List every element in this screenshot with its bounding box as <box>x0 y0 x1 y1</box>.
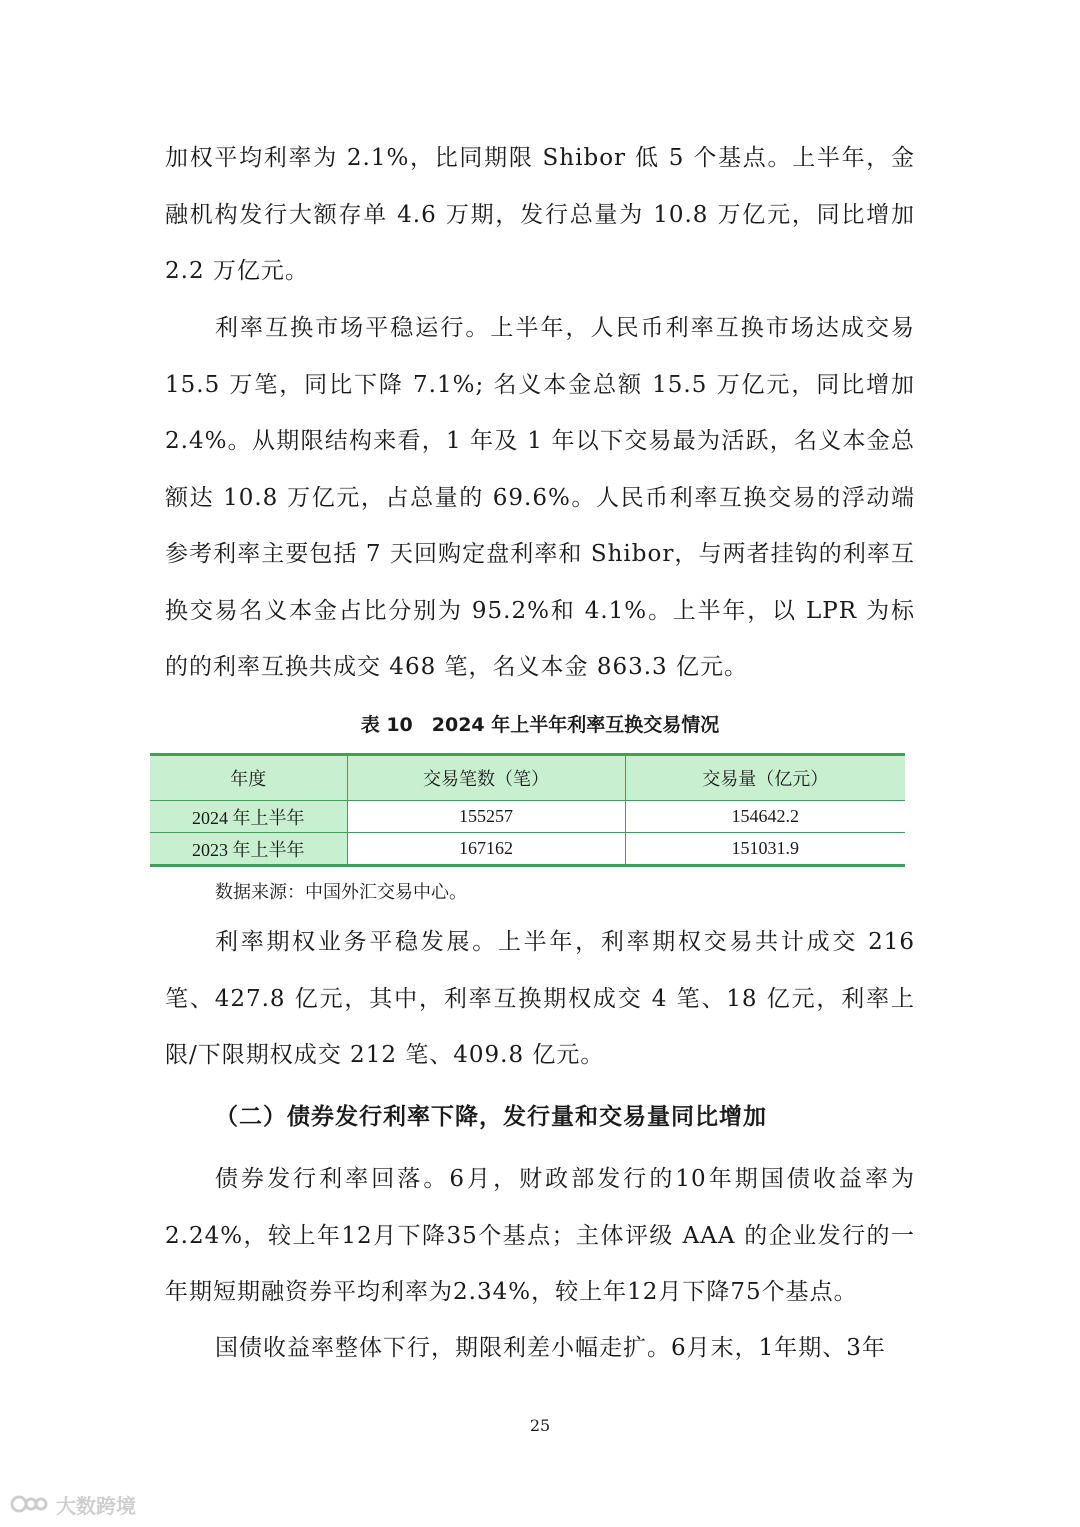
table-cell-count: 167162 <box>347 833 625 866</box>
table-header-row <box>150 755 905 801</box>
table-caption: 表 10 2024 年上半年利率互换交易情况 <box>360 714 720 736</box>
table-header-volume: 交易量（亿元） <box>625 755 905 801</box>
table-row <box>150 801 905 833</box>
paragraph-interest-rate-swap: 利率互换市场平稳运行。上半年，人民币利率互换市场达成交易 15.5 万笔，同比下降 7.1%; 名义本金总额 15.5 万亿元，同比增加 2.4%。从期限结构来看，1 年及 1 年以下交易最为活跃，名义本金总额达 10.8 万亿元，占总量的 69.6%。人民币利率互换交易的浮动端参考利率主要包括 7 天回购定盘利率和 Shibor，与两者挂钩的利率互换交易名义本金占比分别为 95.2%和 4.1%。上半年，以 LPR 为标的的利率互换共成交 468 笔，名义本金 863.3 亿元。 <box>165 315 915 680</box>
swap-trading-table <box>150 753 905 867</box>
paragraph-cd-issuance: 加权平均利率为 2.1%，比同期限 Shibor 低 5 个基点。上半年，金融机构发行大额存单 4.6 万期，发行总量为 10.8 万亿元，同比增加 2.2 万亿元。 <box>165 145 915 284</box>
section-heading: （二）债券发行利率下降，发行量和交易量同比增加 <box>215 1104 767 1130</box>
watermark-logo-icon <box>10 1491 50 1517</box>
table-cell-year: 2024 年上半年 <box>150 801 347 833</box>
watermark <box>10 1490 136 1518</box>
watermark-text: 大数跨境 <box>56 1493 136 1518</box>
table-cell-year: 2023 年上半年 <box>150 833 347 866</box>
paragraph-bond-issuance-rate: 债券发行利率回落。6月，财政部发行的10年期国债收益率为 2.24%，较上年12月下降35个基点；主体评级 AAA 的企业发行的一年期短期融资券平均利率为2.34%，较上年12月下降75个基点。 <box>165 1166 915 1305</box>
paragraph-interest-rate-options: 利率期权业务平稳发展。上半年，利率期权交易共计成交 216 笔、427.8 亿元，其中，利率互换期权成交 4 笔、18 亿元，利率上限/下限期权成交 212 笔、409.8 亿元。 <box>165 929 915 1068</box>
table-cell-count: 155257 <box>347 801 625 833</box>
table-row <box>150 833 905 866</box>
page-number: 25 <box>529 1416 551 1435</box>
table-source-note: 数据来源：中国外汇交易中心。 <box>215 882 467 903</box>
table-header-year: 年度 <box>150 755 347 801</box>
paragraph-treasury-yield: 国债收益率整体下行，期限利差小幅走扩。6月末，1年期、3年 <box>215 1335 886 1361</box>
table-cell-volume: 151031.9 <box>625 833 905 866</box>
table-cell-volume: 154642.2 <box>625 801 905 833</box>
table-header-count: 交易笔数（笔） <box>347 755 625 801</box>
